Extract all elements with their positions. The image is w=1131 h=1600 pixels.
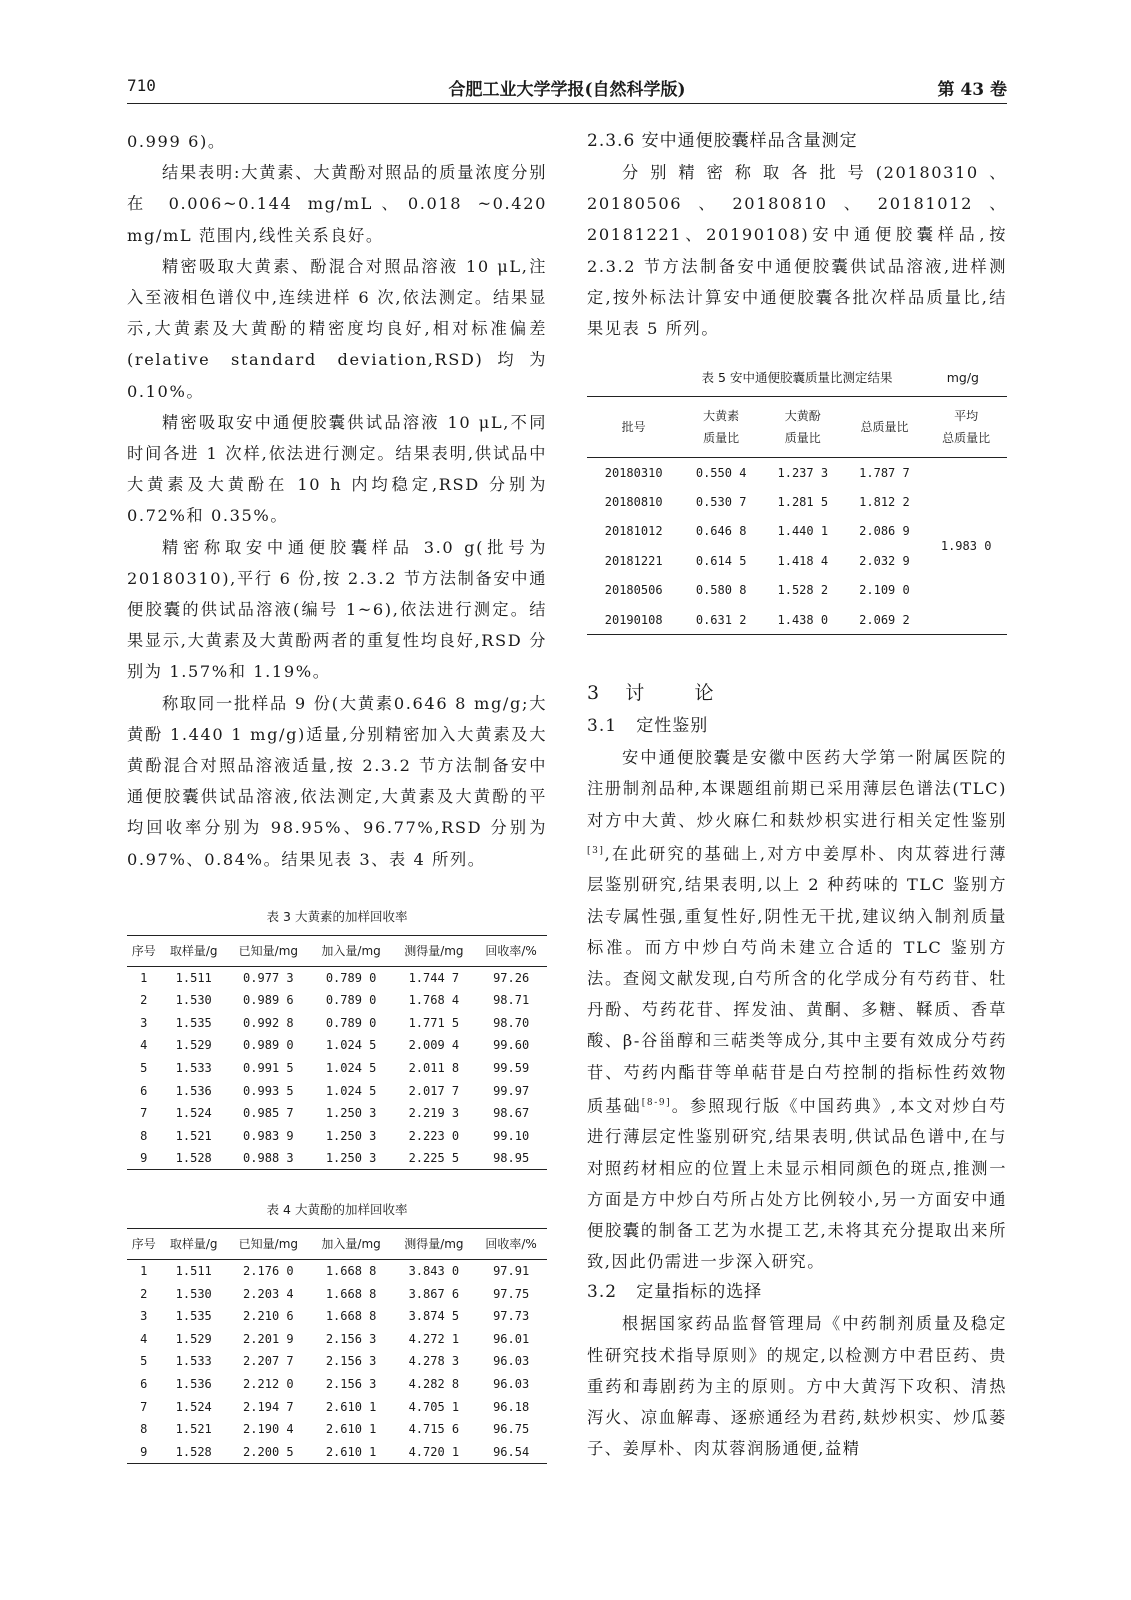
table-header-row [127, 935, 547, 966]
table-row [127, 1012, 547, 1035]
section-heading: 3.1 定性鉴别 [587, 716, 709, 737]
text-run: ,在此研究的基础上,对方中姜厚朴、肉苁蓉进行薄层鉴别研究,结果表明,以上 2 种药味的 TLC 鉴别方法专属性强,重复性好,阴性无干扰,建议纳入制剂质量标准。而方中炒白芍尚未建立合适的 TLC 鉴别方法。查阅文献发现,白芍所含的化学成分有芍药苷、牡丹酚、芍药花苷、挥发油、黄酮、多糖、鞣质、香草酸、β-谷甾醇和三萜类等成分,其中主要有效成分芍药苷、芍药内酯苷等单萜苷是白芍控制的指标性药效物质基础 [587, 844, 1007, 1116]
table-row [127, 1282, 547, 1305]
column-header: 回收率/% [485, 943, 537, 958]
column-header: 加入量/mg [321, 1237, 381, 1252]
table-cell: 1 [140, 1264, 148, 1279]
table-cell: 1.521 [175, 1128, 212, 1143]
table-cell: 2.219 3 [408, 1106, 460, 1121]
citation: [8-9] [641, 1097, 672, 1108]
column-header: 回收率/% [485, 1237, 537, 1252]
table-cell: 0.993 5 [243, 1083, 294, 1098]
paragraph: 结果表明:大黄素、大黄酚对照品的质量浓度分别在 0.006~0.144 mg/mL、0.018 ~0.420 mg/mL 范围内,线性关系良好。 [127, 163, 547, 245]
paragraph [587, 742, 1007, 1277]
table-cell: 0.983 9 [243, 1128, 294, 1143]
table-cell: 1.511 [175, 970, 212, 985]
table-cell: 1.771 5 [408, 1015, 460, 1030]
table-cell: 2.156 3 [325, 1331, 377, 1346]
table-cell: 2 [140, 993, 148, 1008]
table-cell: 0.789 0 [325, 970, 377, 985]
table-cell: 1.250 3 [325, 1151, 377, 1166]
column-header: 总质量比 [860, 420, 909, 435]
table-cell: 4.282 8 [408, 1376, 460, 1391]
table-cell: 1.530 [175, 993, 212, 1008]
table-cell: 20180810 [604, 494, 663, 509]
table-cell: 2.190 4 [243, 1422, 294, 1437]
table-cell: 1.528 [175, 1444, 212, 1459]
table-cell: 97.26 [493, 970, 530, 985]
column-header: 大黄酚 质量比 [784, 409, 821, 446]
running-header [127, 76, 1007, 104]
table-cell: 0.646 8 [695, 524, 747, 539]
table-row [127, 966, 547, 989]
column-header: 平均 总质量比 [942, 409, 991, 446]
table-cell: 2.032 9 [859, 553, 910, 568]
table-cell: 20190108 [604, 612, 663, 627]
table-cell: 20180310 [604, 465, 663, 480]
page-number: 710 [127, 76, 156, 95]
table-row [587, 458, 1007, 488]
table-cell: 7 [140, 1399, 148, 1414]
section-heading: 3.2 定量指标的选择 [587, 1282, 763, 1303]
table-row [127, 1373, 547, 1396]
table-cell: 2.194 7 [243, 1399, 294, 1414]
table-cell: 1.524 [175, 1106, 212, 1121]
table-cell: 1.530 [175, 1286, 212, 1301]
table-cell: 1.024 5 [325, 1061, 377, 1076]
section-heading: 3 讨 论 [587, 682, 716, 705]
table-cell: 0.977 3 [243, 970, 294, 985]
table-cell: 0.580 8 [695, 583, 747, 598]
table-row [127, 1147, 547, 1170]
table-cell: 0.789 0 [325, 1015, 377, 1030]
table-row [127, 989, 547, 1012]
table-cell: 2.011 8 [408, 1061, 460, 1076]
table-cell: 2.225 5 [408, 1151, 460, 1166]
table-cell: 1.440 1 [777, 524, 829, 539]
table-cell: 4.272 1 [408, 1331, 460, 1346]
paragraph: 称取同一批样品 9 份(大黄素0.646 8 mg/g;大黄酚 1.440 1 mg/g)适量,分别精密加入大黄素及大黄酚混合对照品溶液适量,按 2.3.2 节方法制备安中通便胶囊供试品溶液,依法测定,大黄素及大黄酚的平均回收率分别为 98.95%、96.77%,RSD 分别为 0.97%、0.84%。结果见表 3、表 4 所列。 [127, 693, 547, 869]
table-cell: 2.610 1 [325, 1399, 377, 1414]
table-row [127, 1350, 547, 1373]
table-cell: 1.668 8 [325, 1264, 377, 1279]
table-cell: 1.768 4 [408, 993, 460, 1008]
table-cell: 96.54 [493, 1444, 530, 1459]
table-cell: 97.73 [493, 1309, 530, 1324]
column-header: 大黄素 质量比 [703, 409, 740, 446]
table-header-row [127, 1229, 547, 1260]
table-cell: 2 [140, 1286, 148, 1301]
table-cell: 4.705 1 [408, 1399, 460, 1414]
table-cell: 3 [140, 1015, 148, 1030]
text-run: 。参照现行版《中国药典》,本文对炒白芍进行薄层定性鉴别研究,结果表明,供试品色谱中,在与对照药材相应的位置上未显示相同颜色的斑点,推测一方面是方中炒白芍所占处方比例较小,另一方面安中通便胶囊的制备工艺为水提工艺,未将其充分提取出来所致,因此仍需进一步深入研究。 [587, 1096, 1007, 1272]
table-cell: 2.200 5 [243, 1444, 294, 1459]
column-header: 取样量/g [169, 1237, 218, 1252]
table-cell: 2.017 7 [408, 1083, 460, 1098]
table-header-row [587, 397, 1007, 458]
journal-title: 合肥工业大学学报(自然科学版) [448, 80, 686, 100]
table-cell: 2.009 4 [408, 1038, 460, 1053]
section-heading: 2.3.6 安中通便胶囊样品含量测定 [587, 131, 858, 151]
table-cell: 96.01 [493, 1331, 530, 1346]
table-cell: 96.18 [493, 1399, 530, 1414]
table-cell: 2.086 9 [859, 524, 910, 539]
table-cell: 97.91 [493, 1264, 530, 1279]
table-cell: 1.744 7 [408, 970, 460, 985]
table-cell: 4.278 3 [408, 1354, 460, 1369]
right-column [587, 126, 1007, 1464]
table-cell: 98.71 [493, 993, 530, 1008]
table-cell: 99.60 [493, 1038, 530, 1053]
table-cell: 2.207 7 [243, 1354, 294, 1369]
table-cell: 3 [140, 1309, 148, 1324]
table-cell: 0.989 6 [243, 993, 294, 1008]
table-cell: 6 [140, 1083, 148, 1098]
table-cell: 1.536 [175, 1083, 212, 1098]
table-row [127, 1079, 547, 1102]
table-cell: 96.75 [493, 1422, 530, 1437]
table-cell: 2.176 0 [243, 1264, 294, 1279]
table-cell: 20180506 [604, 583, 663, 598]
table-cell: 1.533 [175, 1061, 212, 1076]
table-cell: 1.536 [175, 1376, 212, 1391]
table-row [127, 1395, 547, 1418]
table-cell: 2.203 4 [243, 1286, 294, 1301]
table-cell: 2.201 9 [243, 1331, 294, 1346]
table-cell: 97.75 [493, 1286, 530, 1301]
table-cell: 1.250 3 [325, 1128, 377, 1143]
table-cell: 0.631 2 [695, 612, 747, 627]
table-cell: 1.528 2 [777, 583, 829, 598]
table-cell: 2.223 0 [408, 1128, 460, 1143]
table-cell: 9 [140, 1151, 148, 1166]
table-cell: 1.418 4 [777, 553, 829, 568]
table-caption: 表 4 大黄酚的加样回收率 [266, 1202, 408, 1218]
table-cell: 98.70 [493, 1015, 530, 1030]
table-row [127, 1328, 547, 1351]
table-cell: 20181221 [604, 553, 663, 568]
table-row [127, 1418, 547, 1441]
table-cell: 6 [140, 1376, 148, 1391]
table-cell: 1.529 [175, 1038, 212, 1053]
column-header: 测得量/mg [404, 1237, 464, 1252]
table-cell: 4.715 6 [408, 1422, 460, 1437]
table-caption-text: 表 5 安中通便胶囊质量比测定结果 [701, 370, 893, 386]
table-cell: 0.988 3 [243, 1151, 294, 1166]
table-row [127, 1440, 547, 1463]
table-cell: 4.720 1 [408, 1444, 460, 1459]
table-unit: mg/g [946, 370, 979, 386]
column-header: 批号 [621, 420, 646, 435]
table-cell: 1.438 0 [777, 612, 829, 627]
table-body [127, 1260, 547, 1463]
table-cell: 1.528 [175, 1151, 212, 1166]
table-cell: 1.529 [175, 1331, 212, 1346]
table-row [127, 1305, 547, 1328]
table-cell: 3.874 5 [408, 1309, 460, 1324]
text-run: 安中通便胶囊是安徽中医药大学第一附属医院的注册制剂品种,本课题组前期已采用薄层色谱法(TLC)对方中大黄、炒火麻仁和麸炒枳实进行相关定性鉴别 [587, 748, 1007, 830]
table-cell: 1.535 [175, 1015, 212, 1030]
table-cell: 2.610 1 [325, 1422, 377, 1437]
table-cell: 5 [140, 1354, 148, 1369]
paragraph: 0.999 6)。 [127, 132, 226, 151]
table-cell: 98.67 [493, 1106, 530, 1121]
table-cell: 0.985 7 [243, 1106, 294, 1121]
column-header: 序号 [131, 1237, 156, 1252]
table-cell: 8 [140, 1422, 148, 1437]
table-cell: 1 [140, 970, 148, 985]
table-cell: 96.03 [493, 1376, 530, 1391]
table-caption [587, 368, 1007, 388]
table-cell: 1.024 5 [325, 1083, 377, 1098]
paragraph: 分别精密称取各批号(20180310、20180506、20180810、20181012、20181221、20190108)安中通便胶囊样品,按 2.3.2 节方法制备安中通便胶囊供试品溶液,进样测定,按外标法计算安中通便胶囊各批次样品质量比,结果见表 5 所列。 [587, 163, 1007, 339]
table-cell: 3.843 0 [408, 1264, 460, 1279]
paragraph: 精密吸取安中通便胶囊供试品溶液 10 μL,不同时间各进 1 次样,依法进行测定。结果表明,供试品中大黄素及大黄酚在 10 h 内均稳定,RSD 分别为 0.72%和 0.35%。 [127, 412, 547, 526]
column-header: 序号 [131, 943, 156, 958]
citation: [3] [587, 845, 605, 856]
recovery-table-chrysophanol [127, 1228, 547, 1463]
paragraph: 精密称取安中通便胶囊样品 3.0 g(批号为 20180310),平行 6 份,按 2.3.2 节方法制备安中通便胶囊的供试品溶液(编号 1~6),依法进行测定。结果显示,大黄素及大黄酚两者的重复性均良好,RSD 分别为 1.57%和 1.19%。 [127, 537, 547, 682]
table-cell: 1.024 5 [325, 1038, 377, 1053]
mean-total-cell: 1.983 0 [940, 539, 992, 554]
table-cell: 0.614 5 [695, 553, 747, 568]
left-column [127, 126, 547, 1464]
volume-label: 第 43 卷 [937, 80, 1007, 100]
column-header: 已知量/mg [238, 943, 299, 958]
table-row [127, 1034, 547, 1057]
table-cell: 2.156 3 [325, 1376, 377, 1391]
table-cell: 1.237 3 [777, 465, 829, 480]
table-cell: 3.867 6 [408, 1286, 460, 1301]
table-cell: 0.991 5 [243, 1061, 294, 1076]
column-header: 已知量/mg [238, 1237, 299, 1252]
table-cell: 0.530 7 [695, 494, 747, 509]
table-cell: 2.069 2 [859, 612, 910, 627]
table-cell: 1.812 2 [859, 494, 910, 509]
table-cell: 1.533 [175, 1354, 212, 1369]
table-caption: 表 3 大黄素的加样回收率 [266, 908, 408, 924]
table-cell: 0.992 8 [243, 1015, 294, 1030]
table-cell: 5 [140, 1061, 148, 1076]
table-row [127, 1125, 547, 1148]
table-cell: 0.789 0 [325, 993, 377, 1008]
table-cell: 1.250 3 [325, 1106, 377, 1121]
recovery-table-emodin [127, 935, 547, 1170]
table-cell: 1.281 5 [777, 494, 829, 509]
table-row [127, 1057, 547, 1080]
table-cell: 20181012 [604, 524, 663, 539]
table-cell: 1.668 8 [325, 1309, 377, 1324]
table-cell: 8 [140, 1128, 148, 1143]
column-header: 取样量/g [169, 943, 218, 958]
table-cell: 9 [140, 1444, 148, 1459]
table-cell: 1.521 [175, 1422, 212, 1437]
column-header: 加入量/mg [321, 943, 381, 958]
table-cell: 4 [140, 1038, 148, 1053]
table-cell: 1.668 8 [325, 1286, 377, 1301]
table-body [127, 966, 547, 1169]
table-cell: 99.59 [493, 1061, 530, 1076]
table-cell: 2.210 6 [243, 1309, 294, 1324]
table-cell: 99.97 [493, 1083, 530, 1098]
table-cell: 1.787 7 [859, 465, 910, 480]
table-cell: 1.511 [175, 1264, 212, 1279]
table-cell: 0.989 0 [243, 1038, 294, 1053]
table-cell: 96.03 [493, 1354, 530, 1369]
table-cell: 2.212 0 [243, 1376, 294, 1391]
table-row [127, 1102, 547, 1125]
table-cell: 0.550 4 [695, 465, 747, 480]
table-cell: 99.10 [493, 1128, 530, 1143]
table-row [127, 1260, 547, 1283]
table-body [587, 458, 1007, 635]
table-cell: 1.524 [175, 1399, 212, 1414]
table-cell: 2.156 3 [325, 1354, 377, 1369]
table-cell: 2.610 1 [325, 1444, 377, 1459]
paragraph: 精密吸取大黄素、酚混合对照品溶液 10 μL,注入至液相色谱仪中,连续进样 6 次,依法测定。结果显示,大黄素及大黄酚的精密度均良好,相对标准偏差(relative standard deviation,RSD)均为 0.10%。 [127, 256, 547, 401]
table-cell: 1.535 [175, 1309, 212, 1324]
table-cell: 98.95 [493, 1151, 530, 1166]
table-cell: 4 [140, 1331, 148, 1346]
table-cell: 2.109 0 [859, 583, 910, 598]
content-table [587, 396, 1007, 635]
paragraph: 根据国家药品监督管理局《中药制剂质量及稳定性研究技术指导原则》的规定,以检测方中君臣药、贵重药和毒剧药为主的原则。方中大黄泻下攻积、清热泻火、凉血解毒、逐瘀通经为君药,麸炒枳实、炒瓜蒌子、姜厚朴、肉苁蓉润肠通便,益精 [587, 1314, 1007, 1459]
column-header: 测得量/mg [404, 943, 464, 958]
table-cell: 7 [140, 1106, 148, 1121]
